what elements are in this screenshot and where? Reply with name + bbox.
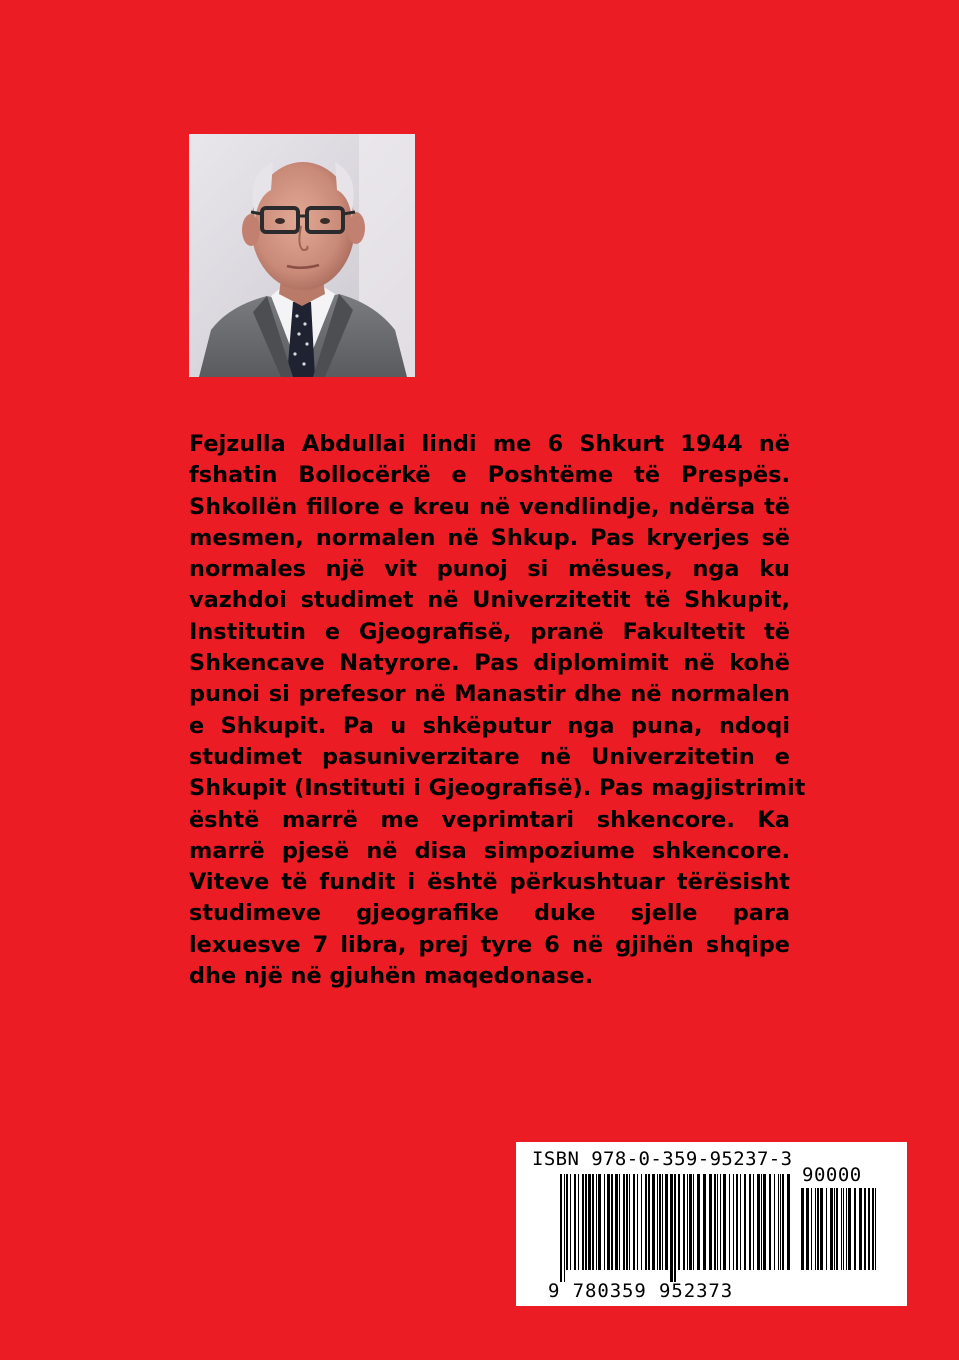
barcode-bar bbox=[619, 1174, 620, 1270]
barcode-bar bbox=[778, 1174, 779, 1270]
barcode-bar bbox=[740, 1174, 741, 1270]
barcode-bar bbox=[749, 1174, 751, 1270]
barcode-bar bbox=[709, 1174, 712, 1270]
barcode-bar bbox=[670, 1174, 673, 1282]
barcode-bar bbox=[560, 1174, 562, 1282]
barcode-bar bbox=[780, 1174, 781, 1270]
barcode-bar bbox=[592, 1174, 594, 1270]
barcode-bar bbox=[693, 1174, 694, 1270]
barcode-bar bbox=[623, 1174, 625, 1270]
barcode-bar bbox=[811, 1188, 812, 1270]
barcode-bar bbox=[662, 1174, 663, 1270]
bio-line: lexuesve 7 libra, prej tyre 6 në gjihën shqipe bbox=[189, 931, 790, 958]
bio-line: Shkollën fillore e kreu në vendlindje, ndërsa të bbox=[189, 493, 790, 520]
barcode-bar bbox=[763, 1174, 766, 1270]
barcode-bar bbox=[582, 1174, 584, 1270]
barcode-bar bbox=[566, 1174, 568, 1270]
bio-line: dhe një në gjuhën maqedonase. bbox=[189, 963, 594, 990]
ean-digits: 9 780359 952373 bbox=[548, 1280, 734, 1302]
isbn-label: ISBN 978-0-359-95237-3 bbox=[532, 1148, 793, 1170]
bio-line: Viteve të fundit i është përkushtuar tërësisht bbox=[189, 869, 790, 896]
barcode-bar bbox=[585, 1174, 587, 1270]
barcode-bar bbox=[629, 1174, 630, 1270]
barcode-bar bbox=[578, 1174, 579, 1270]
barcode-bar bbox=[761, 1174, 762, 1270]
barcode-bar bbox=[782, 1174, 784, 1270]
barcode-bar bbox=[588, 1174, 591, 1270]
barcode-bar bbox=[596, 1174, 597, 1270]
bio-line: punoi si prefesor në Manastir dhe në normalen bbox=[189, 681, 790, 708]
barcode-bar bbox=[826, 1188, 827, 1270]
bio-line: marrë pjesë në disa simpoziume shkencore. bbox=[189, 837, 790, 864]
barcode-bar bbox=[598, 1174, 601, 1270]
barcode-bar bbox=[801, 1188, 804, 1270]
barcode-bar bbox=[604, 1174, 605, 1270]
bio-line: është marrë me veprimtari shkencore. Ka bbox=[189, 806, 790, 833]
isbn-barcode bbox=[516, 1142, 907, 1306]
barcode-bar bbox=[774, 1174, 775, 1270]
barcode-bar bbox=[830, 1188, 833, 1270]
barcode-bar bbox=[574, 1174, 576, 1270]
barcode-bar bbox=[703, 1174, 706, 1270]
barcode-bar bbox=[564, 1174, 565, 1282]
barcode-bar bbox=[652, 1174, 655, 1270]
barcode-bar bbox=[744, 1174, 746, 1270]
barcode-bar bbox=[723, 1174, 726, 1270]
barcode-bar bbox=[665, 1174, 668, 1270]
bio-line: fshatin Bollocërkë e Poshtëme të Prespës. bbox=[189, 462, 790, 489]
barcode-bar bbox=[859, 1188, 862, 1270]
barcode-bar bbox=[657, 1174, 658, 1270]
barcode-bar bbox=[817, 1188, 819, 1270]
barcode-bar bbox=[687, 1174, 688, 1270]
barcode-bar bbox=[733, 1174, 734, 1270]
barcode-bar bbox=[868, 1188, 870, 1270]
barcode-bar bbox=[641, 1174, 642, 1270]
barcode-bar bbox=[697, 1174, 700, 1270]
bio-line: vazhdoi studimet në Univerzitetit të Shkupit, bbox=[189, 587, 790, 614]
barcode-bar bbox=[736, 1174, 738, 1270]
barcode-bar bbox=[611, 1174, 613, 1270]
barcode-bar bbox=[637, 1174, 638, 1270]
barcode-bar bbox=[570, 1174, 571, 1270]
barcode-bar bbox=[678, 1174, 680, 1270]
barcode-bar bbox=[787, 1174, 790, 1270]
barcode-bar bbox=[674, 1174, 676, 1282]
barcode-bar bbox=[714, 1174, 716, 1270]
barcode-bar bbox=[875, 1188, 876, 1270]
barcode-bar bbox=[633, 1174, 635, 1270]
barcode-bar bbox=[806, 1188, 809, 1270]
bio-line: studimet pasuniverzitare në Univerzitetin e bbox=[189, 743, 790, 770]
barcode-bar bbox=[689, 1174, 692, 1270]
barcode-bar bbox=[820, 1188, 823, 1270]
barcode-bar bbox=[753, 1174, 754, 1270]
bio-line: studimeve gjeografike duke sjelle para bbox=[189, 900, 790, 927]
barcode-bar bbox=[769, 1174, 771, 1270]
barcode-bars bbox=[560, 1174, 792, 1282]
bio-line: e Shkupit. Pa u shkëputur nga puna, ndoqi bbox=[189, 712, 790, 739]
barcode-bar bbox=[836, 1188, 838, 1270]
barcode-bar bbox=[607, 1174, 610, 1270]
barcode-bar bbox=[815, 1188, 816, 1270]
bio-line: Shkencave Natyrore. Pas diplomimit në kohë bbox=[189, 650, 790, 677]
barcode-bar bbox=[717, 1174, 718, 1270]
barcode-bar bbox=[720, 1174, 721, 1270]
barcode-bar bbox=[854, 1188, 856, 1270]
price-code: 90000 bbox=[802, 1164, 862, 1186]
bio-line: normales një vit punoj si mësues, nga ku bbox=[189, 556, 790, 583]
barcode-bar bbox=[841, 1188, 842, 1270]
barcode-bar bbox=[843, 1188, 844, 1270]
barcode-bar bbox=[615, 1174, 618, 1270]
barcode-bar bbox=[846, 1188, 847, 1270]
author-biography bbox=[189, 429, 806, 992]
barcode-bar bbox=[757, 1174, 760, 1270]
bio-line: Institutin e Gjeografisë, pranë Fakultetit të bbox=[189, 618, 790, 645]
barcode-bar bbox=[683, 1174, 685, 1270]
barcode-bar bbox=[872, 1188, 874, 1270]
barcode-bar bbox=[848, 1188, 851, 1270]
barcode-bar bbox=[645, 1174, 647, 1270]
barcode-bar bbox=[864, 1188, 866, 1270]
barcode-bar bbox=[729, 1174, 730, 1270]
bio-line: Shkupit (Instituti i Gjeografisë). Pas magjistrimit bbox=[189, 775, 806, 802]
barcode-bar bbox=[659, 1174, 661, 1270]
bio-line: Fejzulla Abdullai lindi me 6 Shkurt 1944 në bbox=[189, 431, 790, 457]
bio-line: mesmen, normalen në Shkup. Pas kryerjes së bbox=[189, 524, 790, 551]
addon-barcode-bars bbox=[801, 1188, 881, 1282]
barcode-bar bbox=[834, 1188, 835, 1270]
barcode-bar bbox=[648, 1174, 650, 1270]
barcode-bar bbox=[626, 1174, 628, 1270]
author-photo bbox=[189, 134, 415, 377]
